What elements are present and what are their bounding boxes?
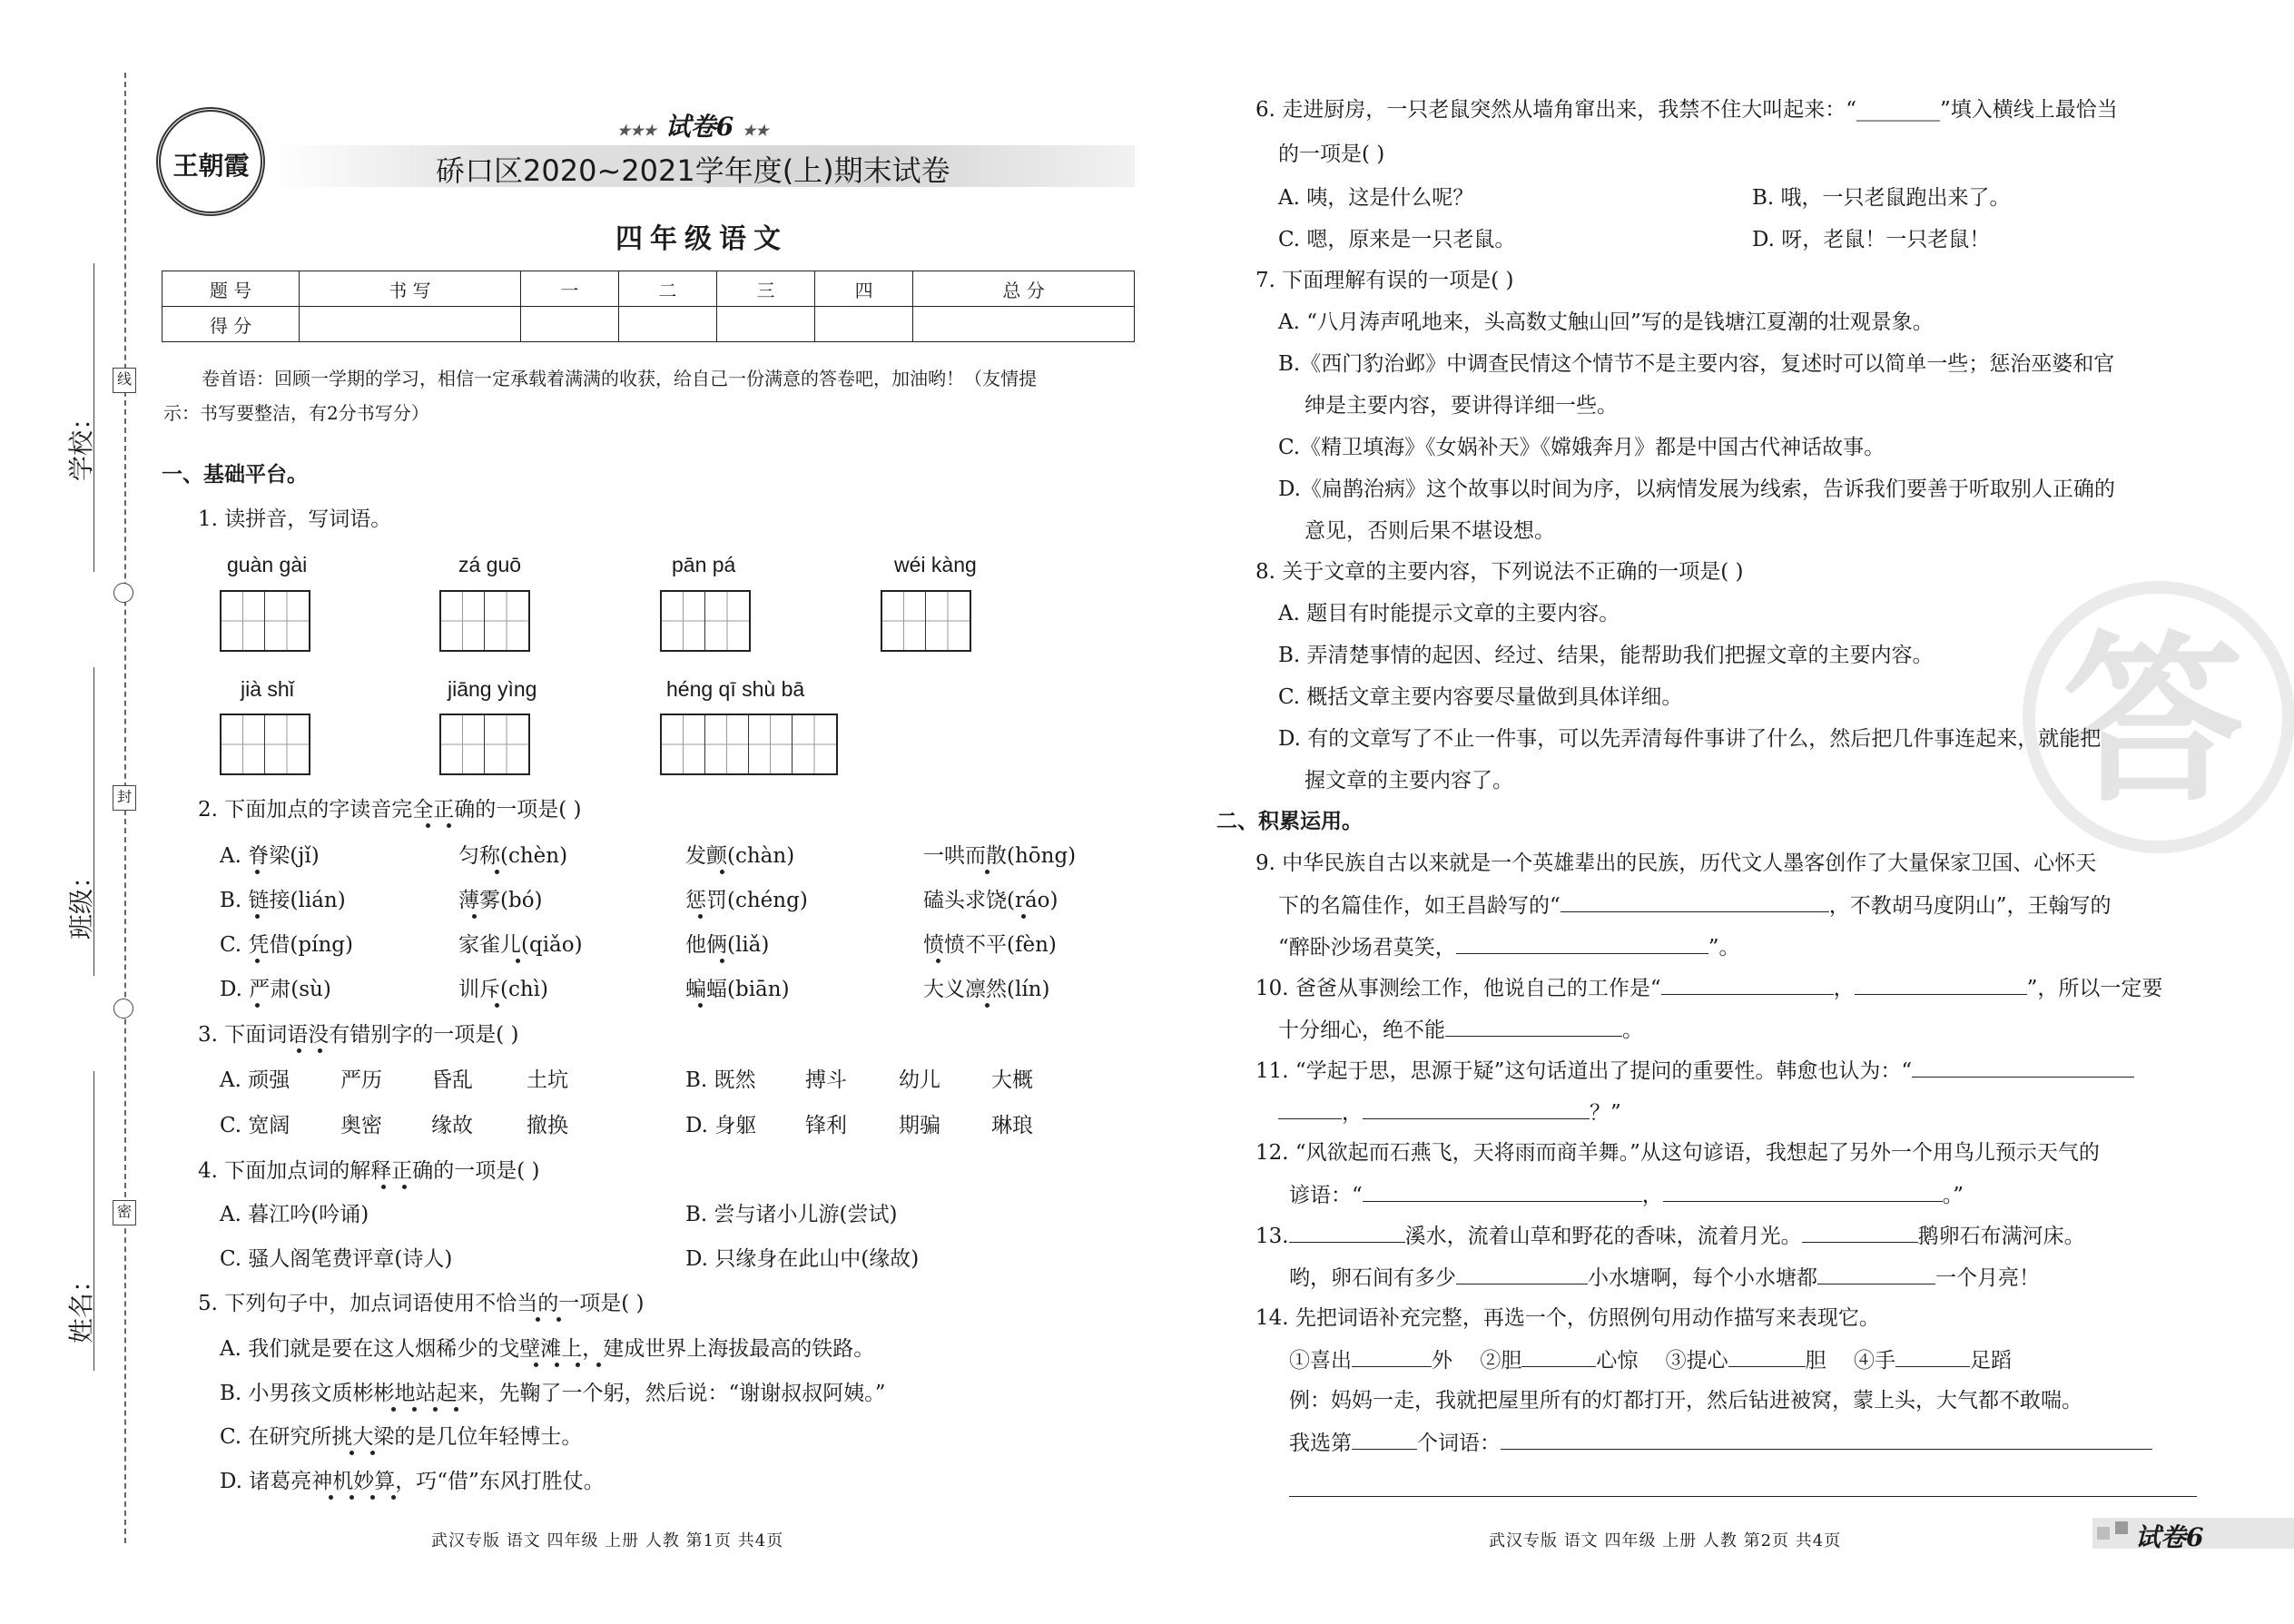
- binding-mark-bind: 密: [113, 1200, 136, 1225]
- q7-b-cont: 绅是主要内容，要讲得详细一些。: [1305, 394, 1618, 418]
- q1-pinyin-5: jià shǐ: [241, 677, 294, 701]
- q13-blank-1[interactable]: [1289, 1222, 1405, 1243]
- section-1-heading: 一、基础平台。: [162, 463, 308, 487]
- q11-line-2: ， ？”: [1278, 1098, 1621, 1127]
- emphasis-dot: [350, 1451, 354, 1455]
- q11-blank-1[interactable]: [1912, 1057, 2134, 1078]
- q2-c-2: 家雀儿(qiǎo): [458, 933, 583, 957]
- exam-title: 硚口区2020~2021学年度(上)期末试卷: [436, 153, 950, 188]
- q5-stem: 5. 下列句子中，加点词语使用不恰当的一项是( ): [198, 1292, 645, 1315]
- score-cell[interactable]: [815, 307, 913, 342]
- q14-answer-line-2[interactable]: [1289, 1496, 2197, 1497]
- q3-row-a-2: 严历: [340, 1068, 382, 1092]
- score-table-header: 题 号 书 写 一 二 三 四 总 分: [162, 271, 1135, 307]
- q8-a: A. 题目有时能提示文章的主要内容。: [1278, 602, 1620, 625]
- q2-a-2: 匀称(chèn): [458, 844, 568, 868]
- emphasis-dot: [329, 1495, 333, 1500]
- corner-squares-icon: [2097, 1527, 2110, 1540]
- binding-mark-line: 线: [113, 368, 136, 393]
- q12-blank-2[interactable]: [1663, 1181, 1943, 1202]
- binding-strip: [0, 0, 154, 1624]
- q8-stem: 8. 关于文章的主要内容，下列说法不正确的一项是( ): [1255, 560, 1744, 584]
- emphasis-dot: [596, 1363, 601, 1367]
- q14-example: 例：妈妈一走，我就把屋里所有的灯都打开，然后钻进被窝，蒙上头，大气都不敢喘。: [1289, 1389, 2082, 1412]
- score-table: [162, 271, 1135, 342]
- q1-answer-grid-6[interactable]: [439, 714, 530, 775]
- emphasis-dot: [255, 914, 260, 919]
- emphasis-dot: [576, 1363, 580, 1367]
- emphasis-dot: [536, 1317, 540, 1322]
- q7-d: D.《扁鹊治病》这个故事以时间为序，以病情发展为线索，告诉我们要善于听取别人正确的: [1278, 477, 2115, 501]
- emphasis-dot: [516, 959, 520, 963]
- score-cell[interactable]: [520, 307, 618, 342]
- q2-b-3: 惩罚(chéng): [685, 889, 808, 912]
- school-label: 学校：: [66, 404, 96, 481]
- corner-squares-icon: [2115, 1521, 2128, 1534]
- q1-pinyin-2: zá guō: [458, 553, 522, 576]
- q9-blank-2[interactable]: [1456, 933, 1708, 954]
- q2-a-4: 一哄而散(hōng): [923, 844, 1077, 868]
- left-footer: 武汉专版 语文 四年级 上册 人教 第1页 共4页: [431, 1531, 784, 1550]
- q14-words: ①喜出 外 ②胆 心惊 ③提心 胆 ④手 足蹈: [1289, 1346, 2012, 1374]
- q3-row-c-2: 奥密: [340, 1114, 382, 1137]
- q1-pinyin-1: guàn gài: [227, 553, 308, 576]
- q1-pinyin-7: héng qī shù bā: [666, 677, 805, 701]
- emphasis-dot: [391, 1407, 396, 1412]
- q13-blank-2[interactable]: [1802, 1222, 1918, 1243]
- binding-circle-2: [113, 999, 133, 1019]
- binding-circle-1: [113, 583, 133, 603]
- q1-answer-grid-1[interactable]: [220, 590, 310, 652]
- emphasis-dot: [381, 1185, 386, 1189]
- q12-line-1: 12. “风欲起而石燕飞，天将雨而商羊舞。”从这句谚语，我想起了另外一个用鸟儿预示天气的: [1255, 1141, 2100, 1165]
- emphasis-dot: [402, 1185, 407, 1189]
- q10-line-1: 10. 爸爸从事测绘工作，他说自己的工作是“ ， ”，所以一定要: [1255, 974, 2162, 1002]
- q6-stem-2: 的一项是( ): [1278, 143, 1385, 166]
- emphasis-dot: [495, 1003, 499, 1008]
- q2-stem: 2. 下面加点的字读音完全正确的一项是( ): [198, 798, 582, 822]
- q2-a-1: A. 脊梁(jǐ): [220, 844, 320, 868]
- emphasis-dot: [555, 1363, 559, 1367]
- q4-d: D. 只缘身在此山中(缘故): [685, 1247, 920, 1271]
- q11-blank-1-cont[interactable]: [1278, 1098, 1342, 1119]
- binding-mark-seal: 封: [113, 785, 136, 811]
- q7-c: C.《精卫填海》《女娲补天》《嫦娥奔月》都是中国古代神话故事。: [1278, 436, 1885, 459]
- emphasis-dot: [412, 1407, 417, 1412]
- q6-c: C. 嗯，原来是一只老鼠。: [1278, 228, 1516, 251]
- q9-line-3: “醉卧沙场君莫笑， ”。: [1278, 933, 1740, 961]
- q1-stem: 1. 读拼音，写词语。: [198, 507, 392, 531]
- score-cell[interactable]: [300, 307, 521, 342]
- emphasis-dot: [720, 870, 724, 874]
- q2-d-4: 大义凛然(lín): [923, 978, 1050, 1001]
- preface-line-1: 卷首语：回顾一学期的学习，相信一定承载着满满的收获，给自己一份满意的答卷吧，加油哟！（友情提: [202, 368, 1037, 389]
- right-footer: 武汉专版 语文 四年级 上册 人教 第2页 共4页: [1489, 1531, 1842, 1550]
- class-label: 班级：: [66, 862, 96, 940]
- q6-stem: 6. 走进厨房，一只老鼠突然从墙角窜出来，我禁不住大叫起来：“________”填入横线上最恰当: [1255, 98, 2118, 122]
- logo-text: 王朝霞: [172, 151, 250, 181]
- q1-answer-grid-5[interactable]: [220, 714, 310, 775]
- q3-row-a-8: 大概: [991, 1068, 1033, 1092]
- q2-d-3: 蝙蝠(biān): [685, 978, 790, 1001]
- q3-row-c-8: 琳琅: [991, 1114, 1033, 1137]
- score-cell[interactable]: [618, 307, 716, 342]
- q4-c: C. 骚人阁笔费评章(诗人): [220, 1247, 453, 1271]
- q1-pinyin-4: wéi kàng: [894, 553, 977, 576]
- q1-answer-grid-4[interactable]: [881, 590, 971, 652]
- q13-line-2: 哟，卵石间有多少 小水塘啊，每个小水塘都 一个月亮！: [1289, 1264, 2040, 1292]
- series-label: ★★★ 试卷6 ★★: [617, 112, 769, 142]
- q5-b: B. 小男孩文质彬彬地站起来，先鞠了一个躬，然后说：“谢谢叔叔阿姨。”: [220, 1382, 886, 1405]
- q14-blank-4[interactable]: [1895, 1346, 1970, 1367]
- emphasis-dot: [255, 959, 260, 963]
- q14-stem: 14. 先把词语补充完整，再选一个，仿照例句用动作描写来表现它。: [1255, 1306, 1880, 1330]
- q3-row-a-1: A. 顽强: [220, 1068, 290, 1092]
- emphasis-dot: [255, 1003, 260, 1008]
- q10-blank-3[interactable]: [1445, 1016, 1622, 1037]
- q9-blank-1[interactable]: [1561, 891, 1829, 912]
- emphasis-dot: [1021, 914, 1026, 919]
- q6-d: D. 呀，老鼠！一只老鼠！: [1752, 228, 1991, 251]
- q13-blank-3[interactable]: [1456, 1264, 1588, 1284]
- q4-a: A. 暮江吟(吟诵): [220, 1203, 369, 1226]
- emphasis-dot: [255, 870, 260, 874]
- q7-d-cont: 意见，否则后果不堪设想。: [1305, 519, 1555, 543]
- score-table-row: 得 分: [162, 307, 1135, 342]
- q3-row-a-4: 土坑: [527, 1068, 568, 1092]
- q14-choose-blank[interactable]: [1352, 1429, 1417, 1450]
- q14-blank-3[interactable]: [1728, 1346, 1806, 1367]
- q6-a: A. 咦，这是什么呢？: [1278, 186, 1474, 210]
- q2-b-4: 磕头求饶(ráo): [923, 889, 1058, 912]
- star-icon: ★★★: [617, 122, 657, 139]
- q2-d-1: D. 严肃(sù): [220, 978, 331, 1001]
- preface-line-2: 示：书写要整洁，有2分书写分）: [163, 402, 429, 424]
- q14-choose: 我选第 个词语：: [1289, 1429, 2152, 1457]
- q2-b-1: B. 链接(lián): [220, 889, 346, 912]
- q1-answer-grid-7[interactable]: [660, 714, 838, 775]
- q4-stem: 4. 下面加点词的解释正确的一项是( ): [198, 1159, 540, 1183]
- q10-blank-1[interactable]: [1661, 974, 1834, 995]
- emphasis-dot: [936, 959, 940, 963]
- q14-blank-2[interactable]: [1521, 1346, 1596, 1367]
- q8-d-cont: 握文章的主要内容了。: [1305, 769, 1513, 792]
- q3-row-a-7: 幼儿: [899, 1068, 940, 1092]
- q9-line-2: 下的名篇佳作，如王昌龄写的“ ，不教胡马度阴山”，王翰写的: [1278, 891, 2112, 920]
- q14-answer-line-1[interactable]: [1501, 1429, 2152, 1450]
- emphasis-dot: [698, 914, 703, 919]
- q12-blank-1[interactable]: [1363, 1181, 1642, 1202]
- emphasis-dot: [556, 1317, 561, 1322]
- emphasis-dot: [318, 1048, 322, 1053]
- name-label: 姓名：: [66, 1266, 96, 1343]
- star-icon: ★★: [743, 122, 769, 139]
- q8-d: D. 有的文章写了不止一件事，可以先弄清每件事讲了什么，然后把几件事连起来，就能把: [1278, 727, 2102, 751]
- emphasis-dot: [472, 914, 477, 919]
- q1-answer-grid-3[interactable]: [660, 590, 751, 652]
- q12-line-2: 谚语：“ ， 。”: [1289, 1181, 1964, 1209]
- q3-row-c-7: 期骗: [899, 1114, 940, 1137]
- q2-c-1: C. 凭借(píng): [220, 933, 353, 957]
- q11-line-1: 11. “学起于思，思源于疑”这句话道出了提问的重要性。韩愈也认为：“: [1255, 1057, 2134, 1085]
- q13-blank-4[interactable]: [1817, 1264, 1935, 1284]
- q5-c: C. 在研究所挑大梁的是几位年轻博士。: [220, 1425, 583, 1449]
- q3-row-c-5: D. 身躯: [685, 1114, 757, 1137]
- q7-b: B.《西门豹治邺》中调查民情这个情节不是主要内容，复述时可以简单一些；惩治巫婆和官: [1278, 352, 2115, 376]
- q1-answer-grid-2[interactable]: [439, 590, 530, 652]
- emphasis-dot: [370, 1451, 375, 1455]
- emphasis-dot: [720, 959, 724, 963]
- q3-row-c-6: 锋利: [805, 1114, 847, 1137]
- q2-d-2: 训斥(chì): [458, 978, 548, 1001]
- q3-row-c-1: C. 宽阔: [220, 1114, 290, 1137]
- emphasis-dot: [698, 1003, 703, 1008]
- exam-subtitle: 四年级语文: [615, 223, 788, 255]
- emphasis-dot: [297, 1048, 301, 1053]
- emphasis-dot: [391, 1495, 396, 1500]
- q4-b: B. 尝与诸小儿游(尝试): [685, 1203, 898, 1226]
- q3-row-c-3: 缘故: [431, 1114, 473, 1137]
- q2-c-4: 愤愤不平(fèn): [923, 933, 1057, 957]
- seal-watermark: [2023, 581, 2294, 853]
- q3-row-c-4: 撤换: [527, 1114, 568, 1137]
- emphasis-dot: [447, 823, 451, 828]
- q3-stem: 3. 下面词语没有错别字的一项是( ): [198, 1023, 519, 1047]
- q1-pinyin-3: pān pá: [672, 553, 736, 576]
- q10-line-2: 十分细心，绝不能 。: [1278, 1016, 1643, 1044]
- emphasis-dot: [433, 1407, 438, 1412]
- q5-d: D. 诸葛亮神机妙算，巧“借”东风打胜仗。: [220, 1470, 605, 1493]
- q7-stem: 7. 下面理解有误的一项是( ): [1255, 269, 1514, 292]
- q2-b-2: 薄雾(bó): [458, 889, 543, 912]
- score-cell[interactable]: [913, 307, 1135, 342]
- corner-tag-label: 试卷6: [2135, 1522, 2204, 1552]
- emphasis-dot: [985, 1003, 989, 1008]
- emphasis-dot: [454, 1407, 458, 1412]
- q8-b: B. 弄清楚事情的起因、经过、结果，能帮助我们把握文章的主要内容。: [1278, 644, 1934, 667]
- emphasis-dot: [350, 1495, 354, 1500]
- brand-logo: [156, 107, 265, 216]
- score-cell[interactable]: [716, 307, 814, 342]
- q10-blank-2[interactable]: [1855, 974, 2027, 995]
- q3-row-a-6: 搏斗: [805, 1068, 847, 1092]
- q6-b: B. 哦，一只老鼠跑出来了。: [1752, 186, 2011, 210]
- q9-line-1: 9. 中华民族自古以来就是一个英雄辈出的民族，历代文人墨客创作了大量保家卫国、心怀天: [1255, 851, 2097, 875]
- q5-a: A. 我们就是要在这人烟稀少的戈壁滩上，建成世界上海拔最高的铁路。: [220, 1337, 875, 1361]
- section-2-heading: 二、积累运用。: [1216, 810, 1363, 833]
- q1-pinyin-6: jiāng yìng: [448, 677, 537, 701]
- seal-char: 答: [2063, 614, 2245, 827]
- q11-blank-2[interactable]: [1363, 1098, 1590, 1119]
- q2-a-3: 发颤(chàn): [685, 844, 795, 868]
- q3-row-a-5: B. 既然: [685, 1068, 756, 1092]
- q13-line-1: 13. 溪水，流着山草和野花的香味，流着月光。 鹅卵石布满河床。: [1255, 1222, 2085, 1250]
- emphasis-dot: [426, 823, 430, 828]
- q8-c: C. 概括文章主要内容要尽量做到具体详细。: [1278, 685, 1683, 709]
- q14-blank-1[interactable]: [1352, 1346, 1432, 1367]
- emphasis-dot: [495, 870, 499, 874]
- q2-c-3: 他俩(liǎ): [685, 933, 770, 957]
- emphasis-dot: [370, 1495, 375, 1500]
- q7-a: A. “八月涛声吼地来，头高数丈触山回”写的是钱塘江夏潮的壮观景象。: [1278, 310, 1934, 334]
- emphasis-dot: [985, 870, 989, 874]
- emphasis-dot: [534, 1363, 538, 1367]
- q3-row-a-3: 昏乱: [431, 1068, 473, 1092]
